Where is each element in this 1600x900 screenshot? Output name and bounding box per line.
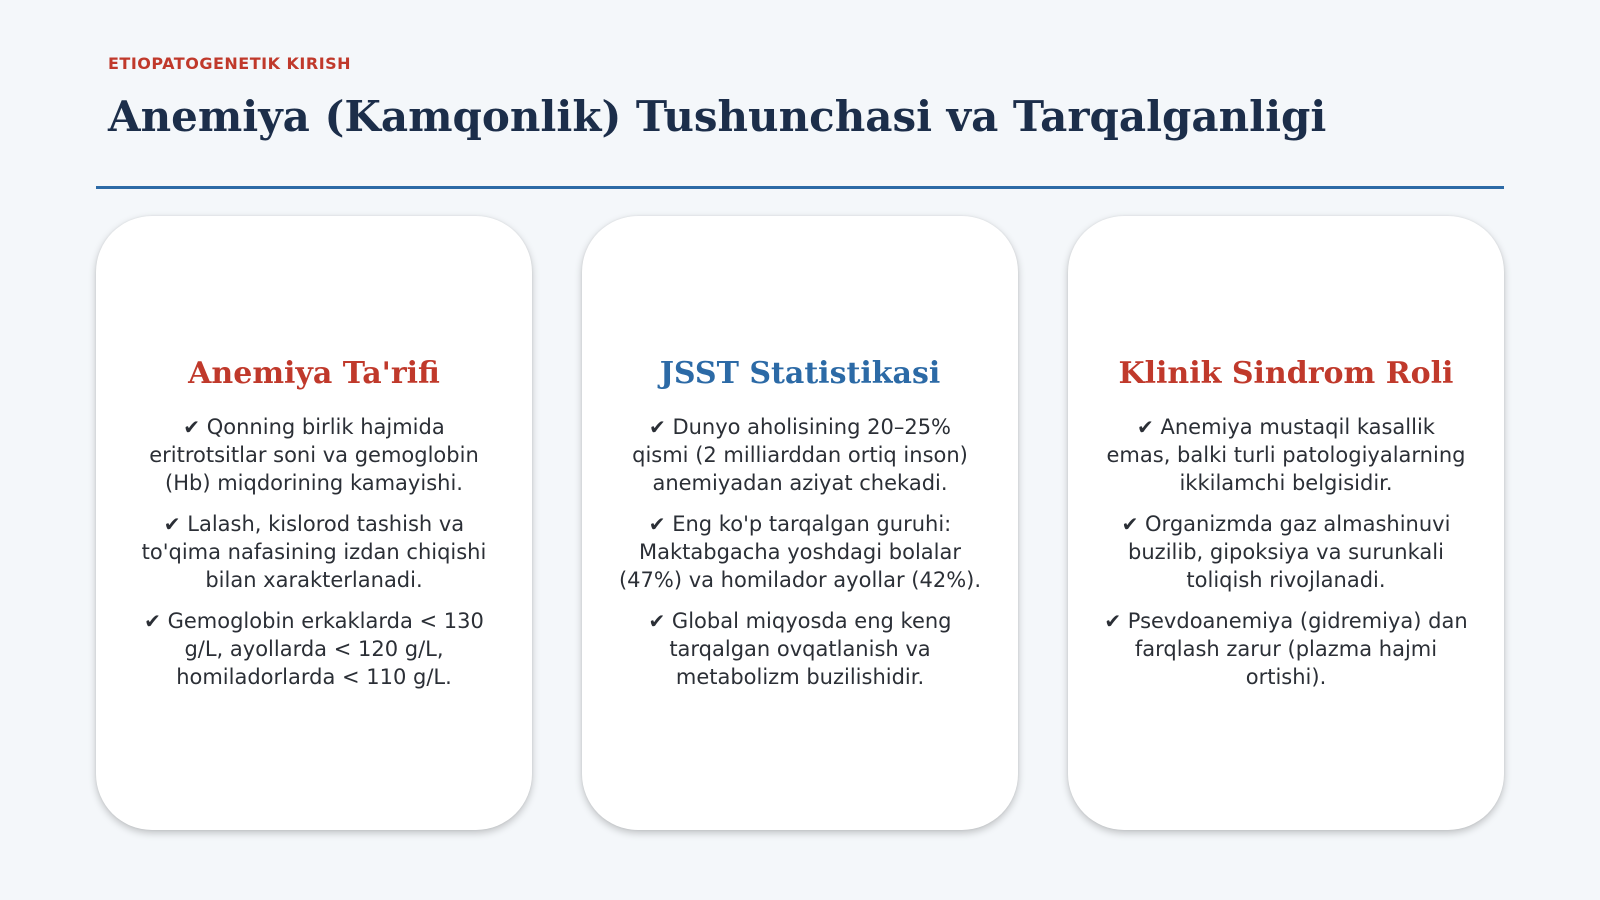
bullet-text: Psevdoanemiya (gidremiya) dan farqlash zarur (plazma hajmi ortishi). <box>1127 608 1468 689</box>
bullet-text: Anemiya mustaqil kasallik emas, balki turli patologiyalarning ikkilamchi belgisidir. <box>1106 414 1466 495</box>
card-statistics <box>582 216 1018 830</box>
bullet-text: Organizmda gaz almashinuvi buzilib, gipoksiya va surunkali toliqish rivojlanadi. <box>1128 511 1451 592</box>
bullet-text: Eng ko'p tarqalgan guruhi: Maktabgacha yoshdagi bolalar (47%) va homilador ayollar (42%). <box>618 511 982 592</box>
check-icon: ✔ <box>1121 511 1139 536</box>
check-icon: ✔ <box>1137 414 1154 439</box>
card-bullet <box>618 510 982 594</box>
section-kicker: ETIOPATOGENETIK KIRISH <box>108 54 352 73</box>
card-clinical-role <box>1068 216 1504 830</box>
card-title: Klinik Sindrom Roli <box>1118 355 1454 391</box>
bullet-text: Global miqyosda eng keng tarqalgan ovqatlanish va metabolizm buzilishidir. <box>669 608 952 689</box>
bullet-text: Dunyo aholisining 20–25% qismi (2 milliarddan ortiq inson) anemiyadan aziyat chekadi. <box>632 414 968 495</box>
card-bullet <box>1104 413 1468 497</box>
page-title: Anemiya (Kamqonlik) Tushunchasi va Tarqalganligi <box>108 92 1327 141</box>
card-bullet <box>1104 510 1468 594</box>
check-icon: ✔ <box>648 511 666 536</box>
bullet-text: Gemoglobin erkaklarda < 130 g/L, ayollarda < 120 g/L, homiladorlarda < 110 g/L. <box>167 608 484 689</box>
check-icon: ✔ <box>1104 608 1122 633</box>
card-bullet <box>132 607 496 691</box>
check-icon: ✔ <box>648 608 666 633</box>
card-bullet <box>618 607 982 691</box>
bullet-text: Qonning birlik hajmida eritrotsitlar soni va gemoglobin (Hb) miqdorining kamayishi. <box>149 414 479 495</box>
card-title: JSST Statistikasi <box>659 355 941 391</box>
check-icon: ✔ <box>163 511 181 536</box>
card-bullet <box>132 510 496 594</box>
card-definition <box>96 216 532 830</box>
card-bullet <box>618 413 982 497</box>
check-icon: ✔ <box>648 414 666 439</box>
card-bullet <box>1104 607 1468 691</box>
card-title: Anemiya Ta'rifi <box>188 355 440 391</box>
check-icon: ✔ <box>183 414 201 439</box>
bullet-text: Lalash, kislorod tashish va to'qima nafasining izdan chiqishi bilan xarakterlanadi. <box>141 511 487 592</box>
title-divider <box>96 186 1504 189</box>
cards-row <box>96 216 1504 830</box>
card-bullet <box>132 413 496 497</box>
check-icon: ✔ <box>144 608 161 633</box>
